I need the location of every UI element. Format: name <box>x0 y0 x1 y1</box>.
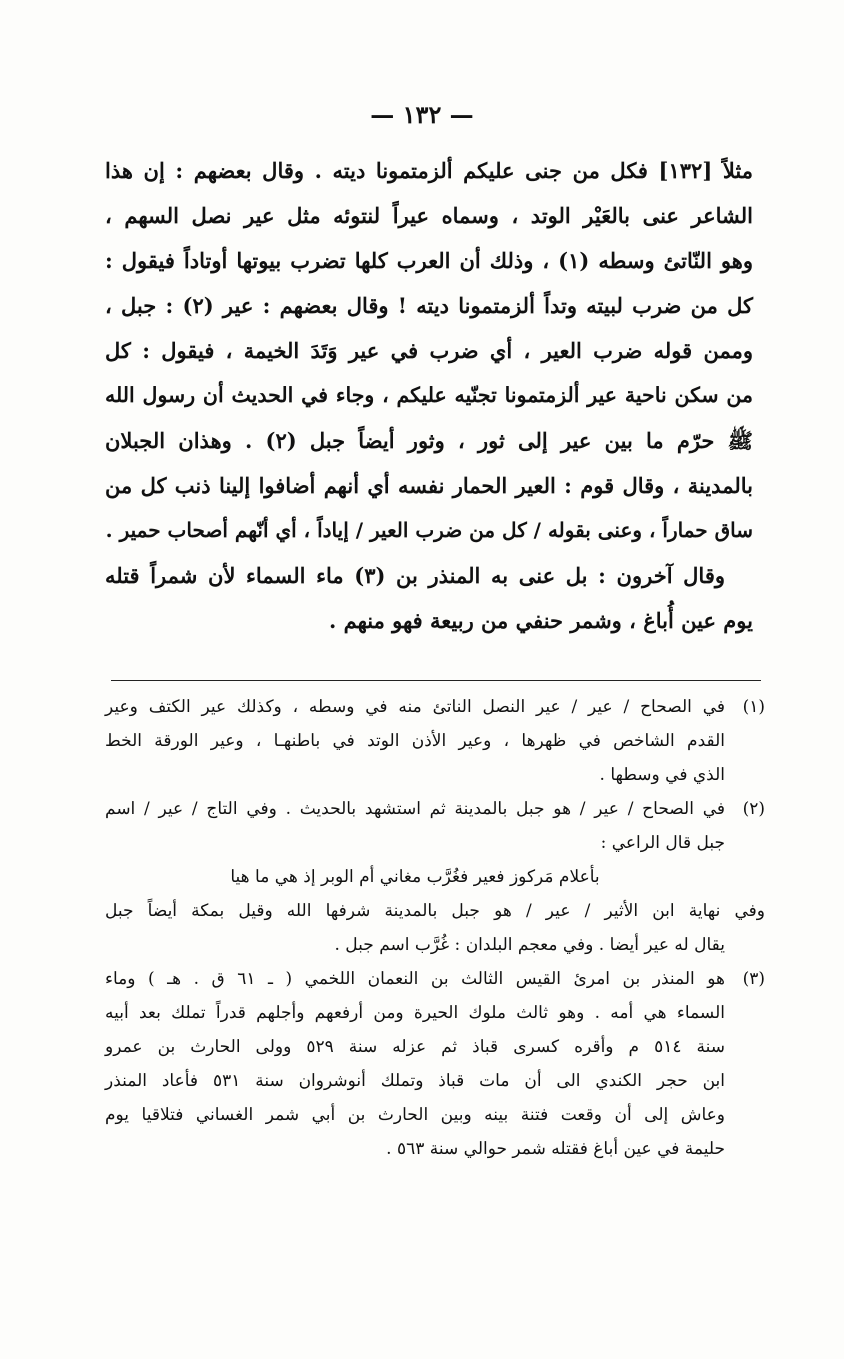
text-line: كل من ضرب لبيته وتداً ألزمتمونا ديته ! وقال بعضهم : عير (٢) : جبل ، <box>105 293 753 318</box>
footnote-line: ابن حجر الكندي الى أن مات قباذ وتملك أنوشروان سنة ٥٣١ فأعاد المنذر <box>105 1071 725 1091</box>
footnotes <box>105 690 765 1166</box>
footnote-line <box>105 690 765 724</box>
footnote-marker: (٢) <box>742 799 765 819</box>
text-line: بالمدينة ، وقال قوم : العير الحمار نفسه أي أنهم أضافوا إلينا ذنب كل من <box>105 473 753 498</box>
footnote-line: القدم الشاخص في ظهرها ، وعير الأذن الوتد في باطنهـا ، وعير الورقة الخط <box>105 731 725 751</box>
footnote-line: جبل قال الراعي : <box>600 833 725 853</box>
footnote-line: سنة ٥١٤ م وأقره كسرى قباذ ثم عزله سنة ٥٢٩ وولى الحارث بن عمرو <box>105 1037 725 1057</box>
footnote-line: السماء هي أمه . وهو ثالث ملوك الحيرة ومن أرفعهم وأجلهم قدراً تملك بعد أبيه <box>105 1003 726 1023</box>
text-line: ساق حماراً ، وعنى بقوله / كل من ضرب العير / إياداً ، أي أنّهم أصحاب حمير . <box>105 518 753 542</box>
footnote-line <box>105 792 765 826</box>
footnote-line: وعاش إلى أن وقعت فتنة بينه وبين الحارث بن أبي شمر الغساني فتلاقيا يوم <box>105 1105 725 1125</box>
main-text <box>105 148 753 643</box>
footnote-line <box>105 962 765 996</box>
page-number: — ١٣٢ — <box>370 100 474 129</box>
text-line: ﷺ حرّم ما بين عير إلى ثور ، وثور أيضاً جبل (٢) . وهذان الجبلان <box>105 428 753 453</box>
text-line: وقال آخرون : بل عنى به المنذر بن (٣) ماء السماء لأن شمراً قتله <box>105 563 725 588</box>
footnote-text: هو المنذر بن امرئ القيس الثالث بن النعمان اللخمي ( ـ ٦١ ق . هـ ) وماء <box>105 969 725 989</box>
footnote-text: في الصحاح / عير / عير النصل الناتئ منه في وسطه ، وكذلك عير الكتف وعير <box>105 697 725 717</box>
text-line: من سكن ناحية عير ألزمتمونا تجنّيه عليكم ، وجاء في الحديث أن رسول الله <box>105 383 753 407</box>
text-line: مثلاً [١٣٢] فكل من جنى عليكم ألزمتمونا ديته . وقال بعضهم : إن هذا <box>105 158 753 183</box>
footnote-line: يقال له عير أيضا . وفي معجم البلدان : غُرَّب اسم جبل . <box>334 935 725 955</box>
footnote-text: في الصحاح / عير / هو جبل بالمدينة ثم استشهد بالحديث . وفي التاج / عير / اسم <box>105 799 725 819</box>
footnote-verse: بأعلام مَركوز فعير فغُرَّب مغاني أم الوبر إذ هي ما هيا <box>230 867 600 887</box>
footnote-marker: (١) <box>742 697 765 717</box>
footnote-marker: (٣) <box>742 969 765 989</box>
text-line: وهو النّاتئ وسطه (١) ، وذلك أن العرب كلها تضرب بيوتها أوتاداً فيقول : <box>105 248 753 273</box>
text-line: يوم عين أُباغ ، وشمر حنفي من ربيعة فهو منهم . <box>328 608 753 633</box>
footnote-line: وفي نهاية ابن الأثير / عير / هو جبل بالمدينة شرفها الله وقيل بمكة أيضاً جبل <box>105 901 765 921</box>
text-line: وممن قوله ضرب العير ، أي ضرب في عير وَتَدَ الخيمة ، فيقول : كل <box>105 338 753 363</box>
footnote-line: الذي في وسطها . <box>599 765 725 785</box>
footnote-line: حليمة في عين أباغ فقتله شمر حوالي سنة ٥٦٣ . <box>386 1139 725 1159</box>
text-line: الشاعر عنى بالعَيْر الوتد ، وسماه عيراً لنتوئه مثل عير نصل السهم ، <box>105 203 753 228</box>
footnote-separator <box>111 680 761 681</box>
